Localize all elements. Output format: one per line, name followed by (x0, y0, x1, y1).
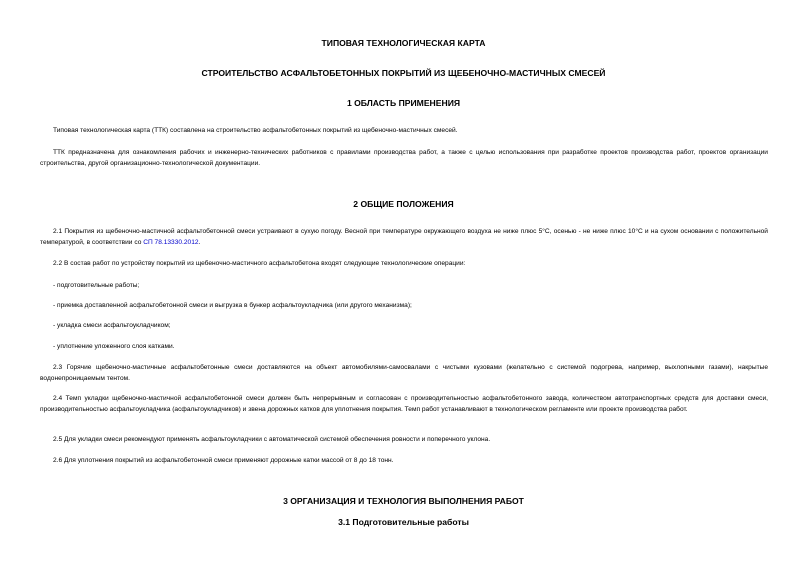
section-3-1-heading: 3.1 Подготовительные работы (338, 517, 469, 527)
paragraph-2-4: 2.4 Темп укладки щебеночно-мастичной асфальтобетонной смеси должен быть непрерывным и согласован с производительностью асфальтобетонного завода, количеством автотранспортных средств для доставки смеси, производительностью асфальтоукладчика (асфальтоукладчиков) и звена дорожных катков для уплотнения покрытия. Темп работ устанавливают в технологическом регламенте или проекте производства работ. (40, 395, 768, 413)
list-item: - укладка смеси асфальтоукладчиком; (53, 322, 171, 329)
section-2-heading: 2 ОБЩИЕ ПОЛОЖЕНИЯ (353, 199, 454, 209)
document-title: ТИПОВАЯ ТЕХНОЛОГИЧЕСКАЯ КАРТА (321, 38, 486, 48)
list-item: - подготовительные работы; (53, 282, 140, 289)
paragraph-2-5: 2.5 Для укладки смеси рекомендуют применять асфальтоукладчики с автоматической системой обеспечения ровности и поперечного уклона. (53, 436, 491, 443)
section-1-heading: 1 ОБЛАСТЬ ПРИМЕНЕНИЯ (346, 98, 461, 108)
sp-78-link[interactable]: СП 78.13330.2012 (143, 239, 199, 246)
paragraph-2-1 (40, 226, 768, 248)
list-item: - уплотнение уложенного слоя катками. (53, 343, 175, 350)
document-subtitle: СТРОИТЕЛЬСТВО АСФАЛЬТОБЕТОННЫХ ПОКРЫТИЙ ИЗ ЩЕБЕНОЧНО-МАСТИЧНЫХ СМЕСЕЙ (201, 68, 606, 78)
paragraph-2-6: 2.6 Для уплотнения покрытий из асфальтобетонной смеси применяют дорожные катки массой от 8 до 18 тонн. (53, 457, 394, 464)
paragraph-2-1-text: 2.1 Покрытия из щебеночно-мастичной асфальтобетонной смеси устраивают в сухую погоду. Весной при температуре окружающего воздуха не ниже плюс 5°С, осенью - не ниже плюс 10°С и на сухом основании с положительной температурой, в соответствии со (40, 228, 768, 246)
paragraph-2-3: 2.3 Горячие щебеночно-мастичные асфальтобетонные смеси доставляются на объект автомобилями-самосвалами с чистыми кузовами (желательно с системой подогрева, например, выхлопными газами), накрытые водонепроницаемым тентом. (40, 364, 768, 382)
paragraph-2-1-end: . (198, 239, 201, 246)
section-3-heading: 3 ОРГАНИЗАЦИЯ И ТЕХНОЛОГИЯ ВЫПОЛНЕНИЯ РАБОТ (283, 496, 524, 506)
paragraph-2-2: 2.2 В состав работ по устройству покрытий из щебеночно-мастичного асфальтобетона входят следующие технологические операции: (53, 260, 466, 267)
section-1-paragraph-1: Типовая технологическая карта (ТТК) составлена на строительство асфальтобетонных покрытий из щебеночно-мастичных смесей. (53, 127, 458, 134)
section-1-paragraph-2: ТТК предназначена для ознакомления рабочих и инженерно-технических работников с правилами производства работ, а также с целью использования при разработке проектов производства работ, проектов организации строительства, другой организационно-технологической документации. (40, 149, 768, 167)
list-item: - приемка доставленной асфальтобетонной смеси и выгрузка в бункер асфальтоукладчика (или другого механизма); (53, 302, 412, 309)
